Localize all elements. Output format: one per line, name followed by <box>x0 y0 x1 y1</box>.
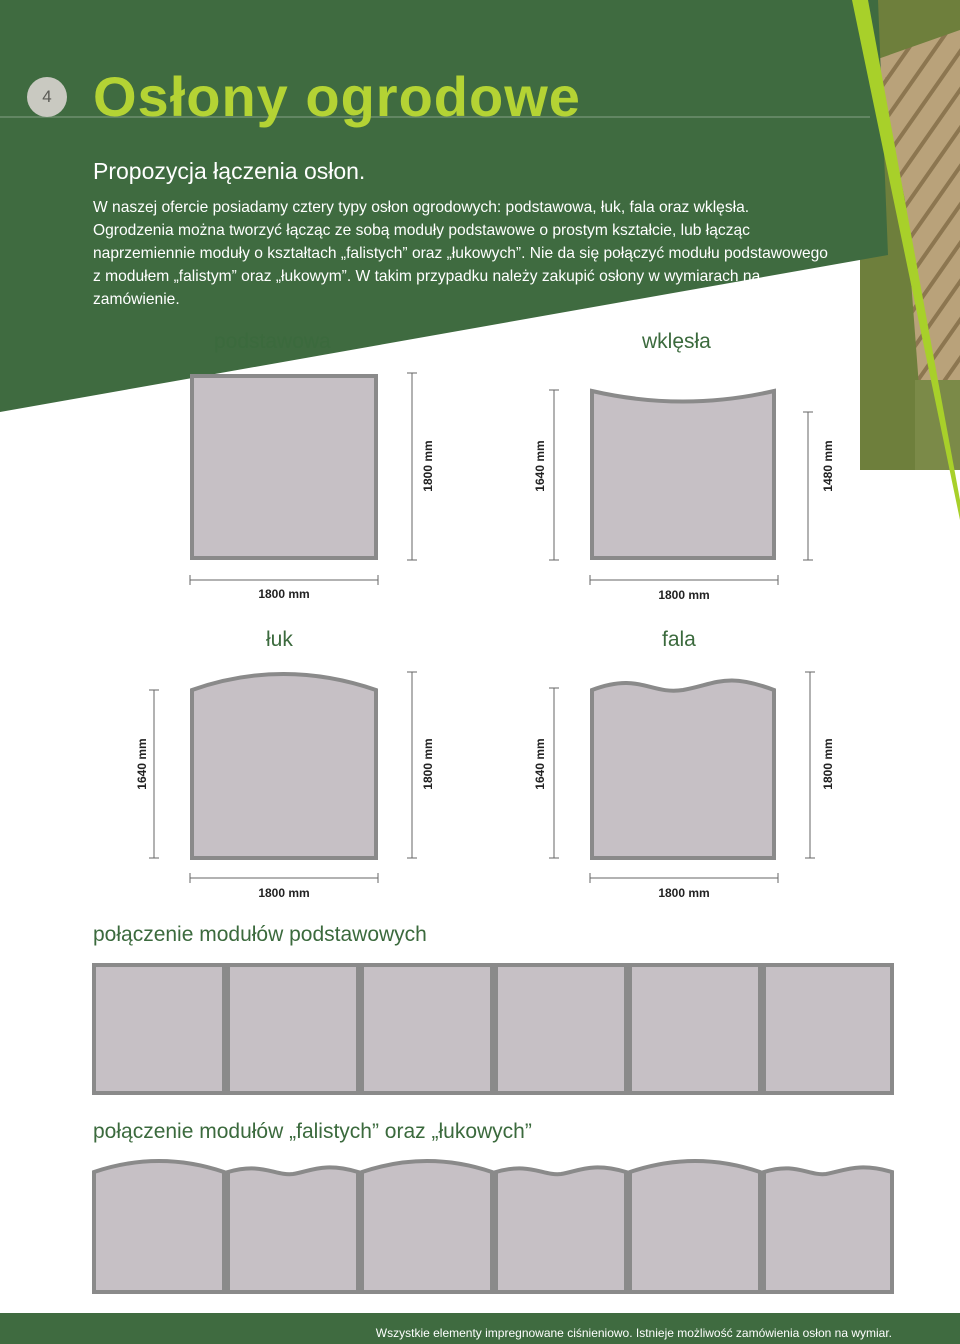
dim-fala-edge: 1640 mm <box>533 738 547 790</box>
section-basic-join: połączenie modułów podstawowych <box>93 923 427 946</box>
wave-module <box>496 1167 626 1292</box>
dim-luk-width: 1800 mm <box>258 886 310 900</box>
wave-arc-join-diagram <box>94 1161 892 1292</box>
section-wave-arc-join: połączenie modułów „falistych” oraz „łukowych” <box>93 1120 532 1143</box>
basic-module <box>362 965 492 1093</box>
basic-module <box>496 965 626 1093</box>
dim-wklesla-center: 1480 mm <box>821 440 835 492</box>
arc-module <box>94 1161 224 1292</box>
panel-fala <box>592 680 774 858</box>
intro-paragraph-1: W naszej ofercie posiadamy cztery typy osłon ogrodowych: podstawowa, łuk, fala oraz wklęsła. <box>93 199 750 216</box>
basic-module <box>228 965 358 1093</box>
dim-podstawowa-height: 1800 mm <box>421 440 435 492</box>
basic-join-diagram <box>94 965 892 1093</box>
panel-wklesla <box>592 391 774 558</box>
label-fala: fala <box>662 628 696 651</box>
dim-fala-center: 1800 mm <box>821 738 835 790</box>
dim-wklesla-edge: 1640 mm <box>533 440 547 492</box>
arc-module <box>630 1161 760 1292</box>
label-luk: łuk <box>266 628 293 651</box>
dim-podstawowa-width: 1800 mm <box>258 587 310 601</box>
dim-wklesla-width: 1800 mm <box>658 588 710 602</box>
basic-module <box>630 965 760 1093</box>
dim-luk-center: 1800 mm <box>421 738 435 790</box>
dim-luk-edge: 1640 mm <box>135 738 149 790</box>
intro-paragraph-2: Ogrodzenia można tworzyć łącząc ze sobą moduły podstawowe o prostym kształcie, lub łącząc naprzemiennie moduły o kształtach „falistych” oraz „łukowych”. Nie da się połączyć modułu podstawowego z modułem „falistym” oraz „łukowym”. W takim przypadku należy zakupić osłony w wymiarach na zamówienie. <box>93 222 828 308</box>
basic-module <box>764 965 892 1093</box>
arc-module <box>362 1161 492 1292</box>
label-wklesla: wklęsła <box>642 330 711 353</box>
page-title: Osłony ogrodowe <box>93 65 581 128</box>
dim-fala-width: 1800 mm <box>658 886 710 900</box>
wave-module <box>228 1167 358 1292</box>
basic-module <box>94 965 224 1093</box>
footer-note: Wszystkie elementy impregnowane ciśnieniowo. Istnieje możliwość zamówienia osłon na wymiar. <box>375 1326 892 1340</box>
page-number: 4 <box>27 77 67 117</box>
wave-module <box>764 1167 892 1292</box>
panel-luk <box>192 674 376 858</box>
panel-podstawowa <box>192 376 376 558</box>
intro-heading: Propozycja łączenia osłon. <box>93 158 366 184</box>
label-podstawowa: podstawowa <box>214 330 331 353</box>
